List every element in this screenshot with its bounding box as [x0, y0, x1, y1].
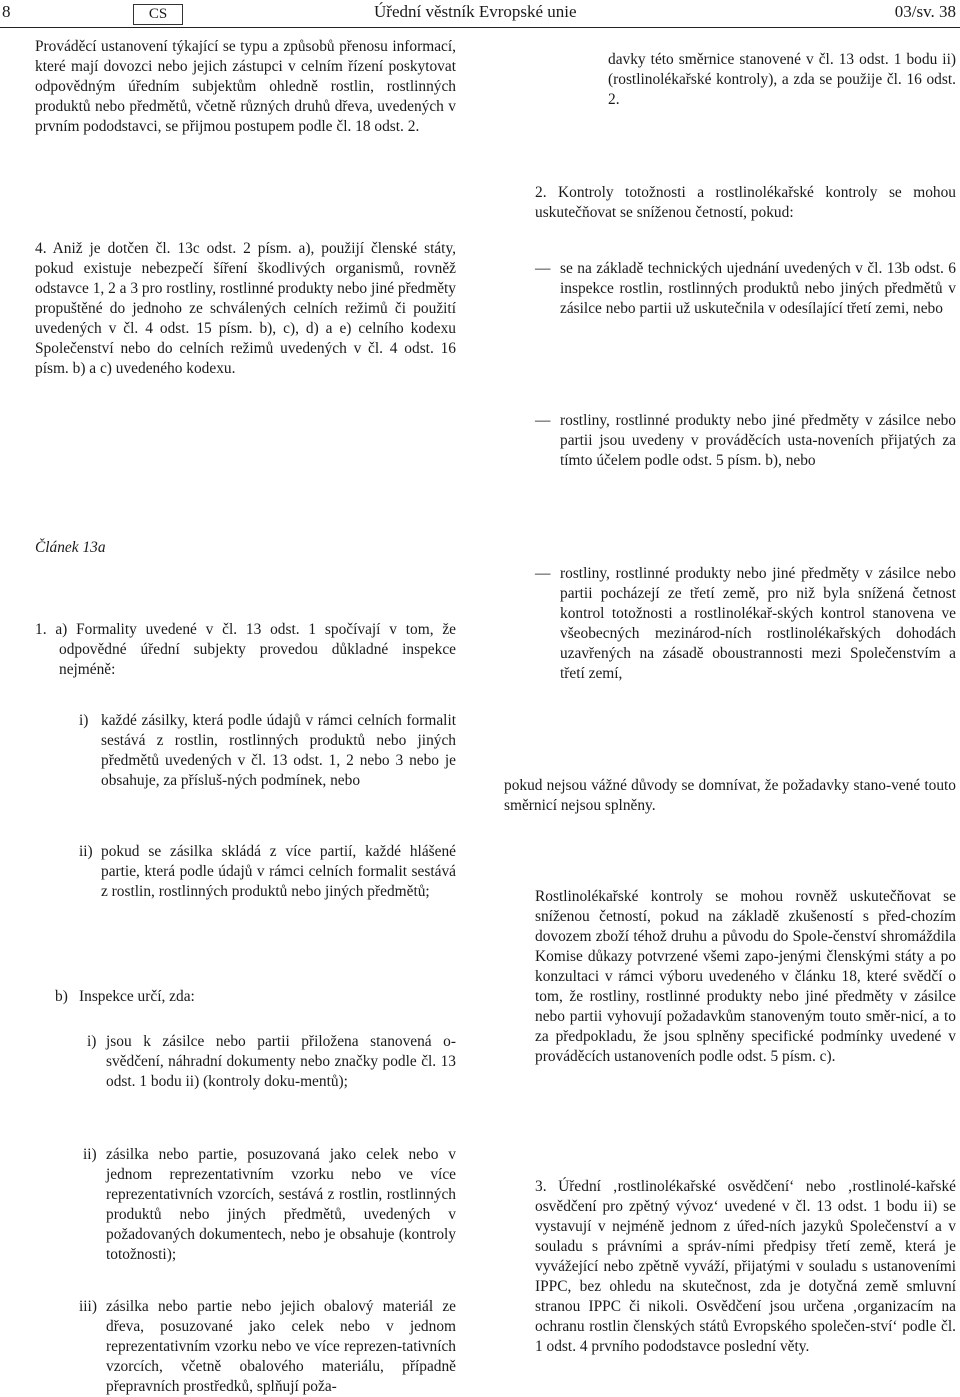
- item-b-marker: b): [55, 988, 68, 1005]
- right-paragraph-2: 2. Kontroly totožnosti a rostlinolékařské kontroly se mohou uskutečňovat se sníženou četností, pokud:: [535, 184, 956, 221]
- item-b-iii-plant-health-checks: zásilka nebo partie nebo jejich obalový materiál ze dřeva, posuzované jako celek nebo v jednom reprezentativním vzorku nebo ve více reprezen-tativních vzorcích, včetně obalového materiálu, případně přepravních prostředků, splňují poža-: [106, 1298, 456, 1395]
- issue-number: 03/sv. 38: [894, 2, 956, 21]
- right-paragraph-unless-serious-reasons: pokud nejsou vážné důvody se domnívat, že požadavky stano-vené touto směrnicí nejsou splněny.: [504, 777, 956, 814]
- dash-item-implementing-provisions: rostliny, rostlinné produkty nebo jiné předměty v zásilce nebo partii jsou uvedeny v prováděcích usta-noveních přijatých za tímto účelem podle odst. 5 písm. b), nebo: [560, 412, 956, 469]
- item-b-ii-identity-checks: zásilka nebo partie, posuzovaná jako celek nebo v jednom reprezentativním vzorku nebo ve více reprezentativních vzorcích, sestává z rostlin, rostlinných produktů nebo jiných předmětů, uvedených v požadovaných dokumentech, nebo je obsahuje (kontroly totožnosti);: [106, 1146, 456, 1263]
- left-paragraph-4: 4. Aniž je dotčen čl. 13c odst. 2 písm. a), použijí členské státy, pokud existuje nebezpečí šíření škodlivých organismů, rovněž odstavce 1, 2 a 3 pro rostliny, rostlinné produkty nebo jiné předměty propuštěné do jednoho ze schválených celních režimů či použití uvedených v čl. 4 odst. 15 písm. b), c), d) a e) celního kodexu Společenství nebo do celních režimů uvedených v čl. 4 odst. 16 písm. b) a c) uvedeného kodexu.: [35, 240, 456, 377]
- article-title: Článek 13a: [35, 539, 106, 556]
- language-badge: CS: [133, 4, 183, 25]
- item-b-iii-marker: iii): [79, 1298, 97, 1315]
- item-b-i-documentary-checks: jsou k zásilce nebo partii přiložena stanovená o-svědčení, náhradní dokumenty nebo značky podle čl. 13 odst. 1 bodu ii) (kontroly doku-mentů);: [106, 1033, 456, 1090]
- left-paragraph-implementing-provisions: Prováděcí ustanovení týkající se typu a způsobů přenosu informací, které mají dovozci nebo jejich zástupci v celním řízení poskytovat odpovědným úředním subjektům ohledně rostlin, rostlinných produktů nebo předmětů, včetně různých druhů dřeva, uvedených v prvním pododstavci, se přijmou postupem podle čl. 18 odst. 2.: [35, 38, 456, 135]
- dash-item-technical-arrangements: se na základě technických ujednání uvedených v čl. 13b odst. 6 inspekce rostlin, rostlinných produktů nebo jiných předmětů v zásilce nebo partii už uskutečnila v odesílající třetí zemi, nebo: [560, 260, 956, 317]
- journal-title: Úřední věstník Evropské unie: [374, 2, 577, 21]
- page-number: 8: [2, 2, 11, 21]
- dash-marker-3: —: [535, 565, 551, 582]
- item-ii-multiple-lots: pokud se zásilka skládá z více partií, každé hlášené partie, která podle údajů v rámci celních formalit sestává z rostlin, rostlinných produktů nebo jiných předmětů;: [101, 843, 456, 900]
- header-rule: [0, 27, 960, 28]
- right-paragraph-plant-health-reduced: Rostlinolékařské kontroly se mohou rovněž uskutečňovat se sníženou četností, pokud na základě zkušeností s před-chozím dovozem zboží téhož druhu a původu do Spole-čenství shromáždila Komise důkazy potvrzené všemi zapo-jenými členskými státy a po konzultaci v rámci výboru uvedeného v článku 18, které svědčí o tom, že rostliny, rostlinné produkty nebo jiné předměty v zásilce nebo partii vyhovují požadavkům stanoveným touto směr-nicí, a to za předpokladu, že jsou splněny specifické podmínky uvedené v prováděcích ustanoveních podle odst. 5 písm. c).: [535, 888, 956, 1065]
- item-b-ii-marker: ii): [83, 1146, 97, 1163]
- right-paragraph-3-certificate: 3. Úřední ‚rostlinolékařské osvědčení‘ nebo ‚rostlinolé-kařské osvědčení pro zpětný vývoz‘ uvedené v čl. 13 odst. 1 bodu ii) se vystavují v nejméně jednom z úřed-ních jazyků Společenství a v souladu s právními a správ-ními předpisy třetí země, která je vyvážející nebo zpětně vyváží, přijatými v souladu s ustanoveními IPPC, bez ohledu na skutečnost, zda je dotyčná země smluvní stranou IPPC či nikoli. Osvědčení jsou určena ‚organizacím na ochranu rostlin členských států Evropského společen-ství‘ podle čl. 1 odst. 4 prvního pododstavce poslední věty.: [535, 1178, 956, 1355]
- dash-item-third-country: rostliny, rostlinné produkty nebo jiné předměty v zásilce nebo partii pocházejí ze třetí země, pro niž byla snížená četnost kontrol totožnosti a rostlinolékař-ských kontrol stanovena ve všeobecných mezinárod-ních rostlinolékařských dohodách uzavřených na zásadě oboustrannosti mezi Společenstvím a třetí zemí,: [560, 565, 956, 682]
- right-paragraph-continuation: davky této směrnice stanovené v čl. 13 odst. 1 bodu ii) (rostlinolékařské kontroly), a zda se použije čl. 16 odst. 2.: [608, 51, 956, 108]
- page-header: [0, 0, 960, 30]
- item-i-marker: i): [79, 712, 89, 729]
- item-b-inspections: Inspekce určí, zda:: [79, 988, 195, 1005]
- dash-marker-1: —: [535, 260, 551, 277]
- dash-marker-2: —: [535, 412, 551, 429]
- item-b-i-marker: i): [87, 1033, 97, 1050]
- item-i-each-consignment: každé zásilky, která podle údajů v rámci celních formalit sestává z rostlin, rostlinných produktů nebo jiných předmětů uvedených v čl. 13 odst. 1, 2 nebo 3 nebo je obsahuje, za přísluš-ných podmínek, nebo: [101, 712, 456, 789]
- article-13a-para-1a: 1. a) Formality uvedené v čl. 13 odst. 1 spočívají v tom, že odpovědné úřední subjekty provedou důkladné inspekce nejméně:: [35, 621, 456, 678]
- item-ii-marker: ii): [79, 843, 93, 860]
